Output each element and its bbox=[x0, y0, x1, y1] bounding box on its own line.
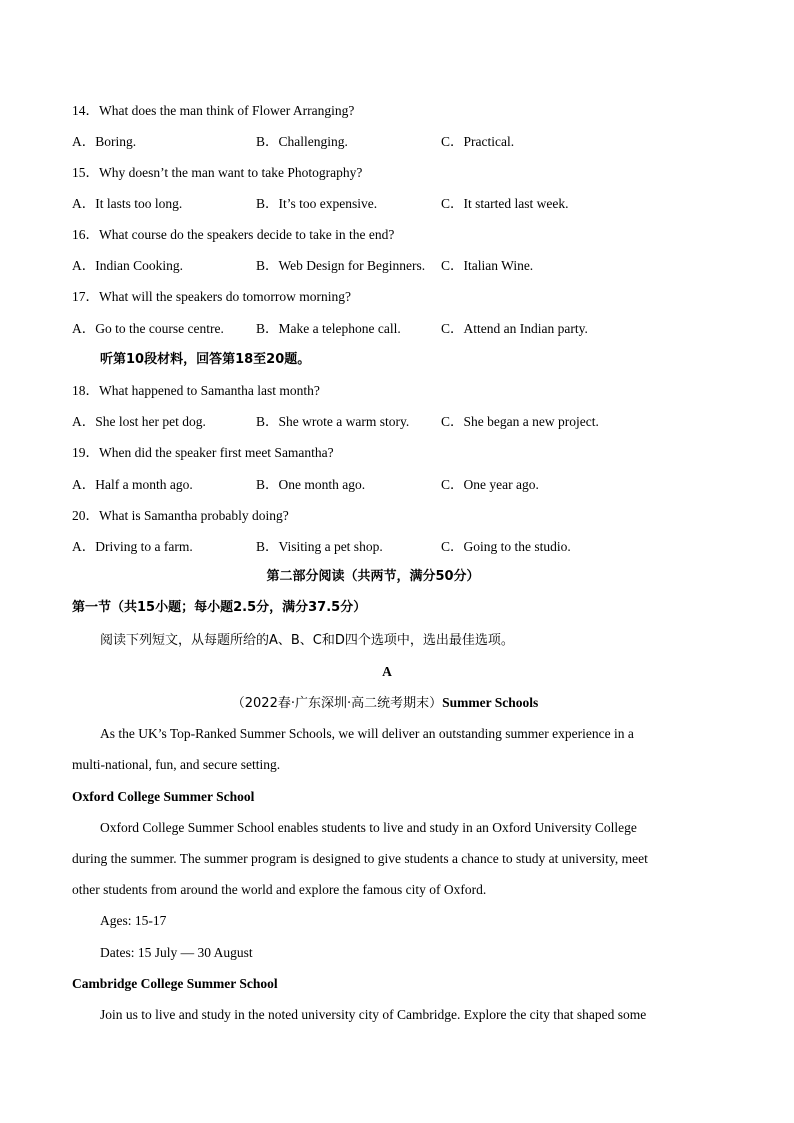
cambridge-line-1: Join us to live and study in the noted university city of Cambridge. Explore the city that shaped some bbox=[100, 1007, 647, 1022]
question-18-option-b: B．She wrote a warm story. bbox=[256, 414, 410, 429]
question-19-option-c: C．One year ago. bbox=[441, 477, 539, 492]
question-16-option-b: B．Web Design for Beginners. bbox=[256, 258, 426, 273]
oxford-line-3: other students from around the world and explore the famous city of Oxford. bbox=[72, 882, 487, 897]
question-19-option-a: A．Half a month ago. bbox=[72, 477, 193, 492]
question-17-option-c: C．Attend an Indian party. bbox=[441, 321, 588, 336]
question-18-stem: 18．What happened to Samantha last month? bbox=[72, 383, 320, 398]
question-18-option-a: A．She lost her pet dog. bbox=[72, 414, 206, 429]
cambridge-title: Cambridge College Summer School bbox=[72, 976, 278, 991]
passage-title: Summer Schools bbox=[442, 695, 539, 710]
question-16-option-c: C．Italian Wine. bbox=[441, 258, 534, 273]
passage-heading bbox=[0, 694, 782, 713]
question-15-option-a: A．It lasts too long. bbox=[72, 196, 183, 211]
question-19-stem: 19．When did the speaker first meet Samantha? bbox=[72, 445, 334, 460]
question-17-stem: 17．What will the speakers do tomorrow morning? bbox=[72, 289, 351, 304]
oxford-ages: Ages: 15-17 bbox=[100, 913, 167, 928]
oxford-title: Oxford College Summer School bbox=[72, 789, 255, 804]
question-14-option-a: A．Boring. bbox=[72, 134, 137, 149]
oxford-dates: Dates: 15 July — 30 August bbox=[100, 945, 253, 960]
reading-instruction: 阅读下列短文，从每题所给的A、B、C和D四个选项中，选出最佳选项。 bbox=[100, 633, 514, 648]
question-15-stem: 15．Why doesn’t the man want to take Photography? bbox=[72, 165, 363, 180]
question-20-stem: 20．What is Samantha probably doing? bbox=[72, 508, 289, 523]
question-14-option-c: C．Practical. bbox=[441, 134, 515, 149]
intro-line-1: As the UK’s Top-Ranked Summer Schools, we will deliver an outstanding summer experience in a bbox=[100, 726, 634, 741]
question-16-option-a: A．Indian Cooking. bbox=[72, 258, 183, 273]
section-1-heading: 第一节（共15小题；每小题2.5分，满分37.5分） bbox=[72, 600, 367, 615]
question-15-option-c: C．It started last week. bbox=[441, 196, 569, 211]
oxford-line-1: Oxford College Summer School enables students to live and study in an Oxford University College bbox=[100, 820, 637, 835]
question-14-stem: 14．What does the man think of Flower Arranging? bbox=[72, 103, 355, 118]
question-16-stem: 16．What course do the speakers decide to take in the end? bbox=[72, 227, 395, 242]
question-15-option-b: B．It’s too expensive. bbox=[256, 196, 378, 211]
passage-source: （2022春·广东深圳·高二统考期末） bbox=[231, 696, 443, 711]
question-18-option-c: C．She began a new project. bbox=[441, 414, 599, 429]
part-2-heading: 第二部分阅读（共两节，满分50分） bbox=[266, 569, 480, 584]
passage-letter: A bbox=[382, 664, 392, 679]
question-14-option-b: B．Challenging. bbox=[256, 134, 348, 149]
question-20-option-b: B．Visiting a pet shop. bbox=[256, 539, 383, 554]
section-10-heading: 听第10段材料，回答第18至20题。 bbox=[100, 352, 311, 367]
oxford-line-2: during the summer. The summer program is designed to give students a chance to study at university, meet bbox=[72, 851, 648, 866]
question-20-option-a: A．Driving to a farm. bbox=[72, 539, 193, 554]
question-19-option-b: B．One month ago. bbox=[256, 477, 366, 492]
intro-line-2: multi-national, fun, and secure setting. bbox=[72, 757, 281, 772]
question-17-option-a: A．Go to the course centre. bbox=[72, 321, 224, 336]
question-20-option-c: C．Going to the studio. bbox=[441, 539, 571, 554]
question-17-option-b: B．Make a telephone call. bbox=[256, 321, 401, 336]
